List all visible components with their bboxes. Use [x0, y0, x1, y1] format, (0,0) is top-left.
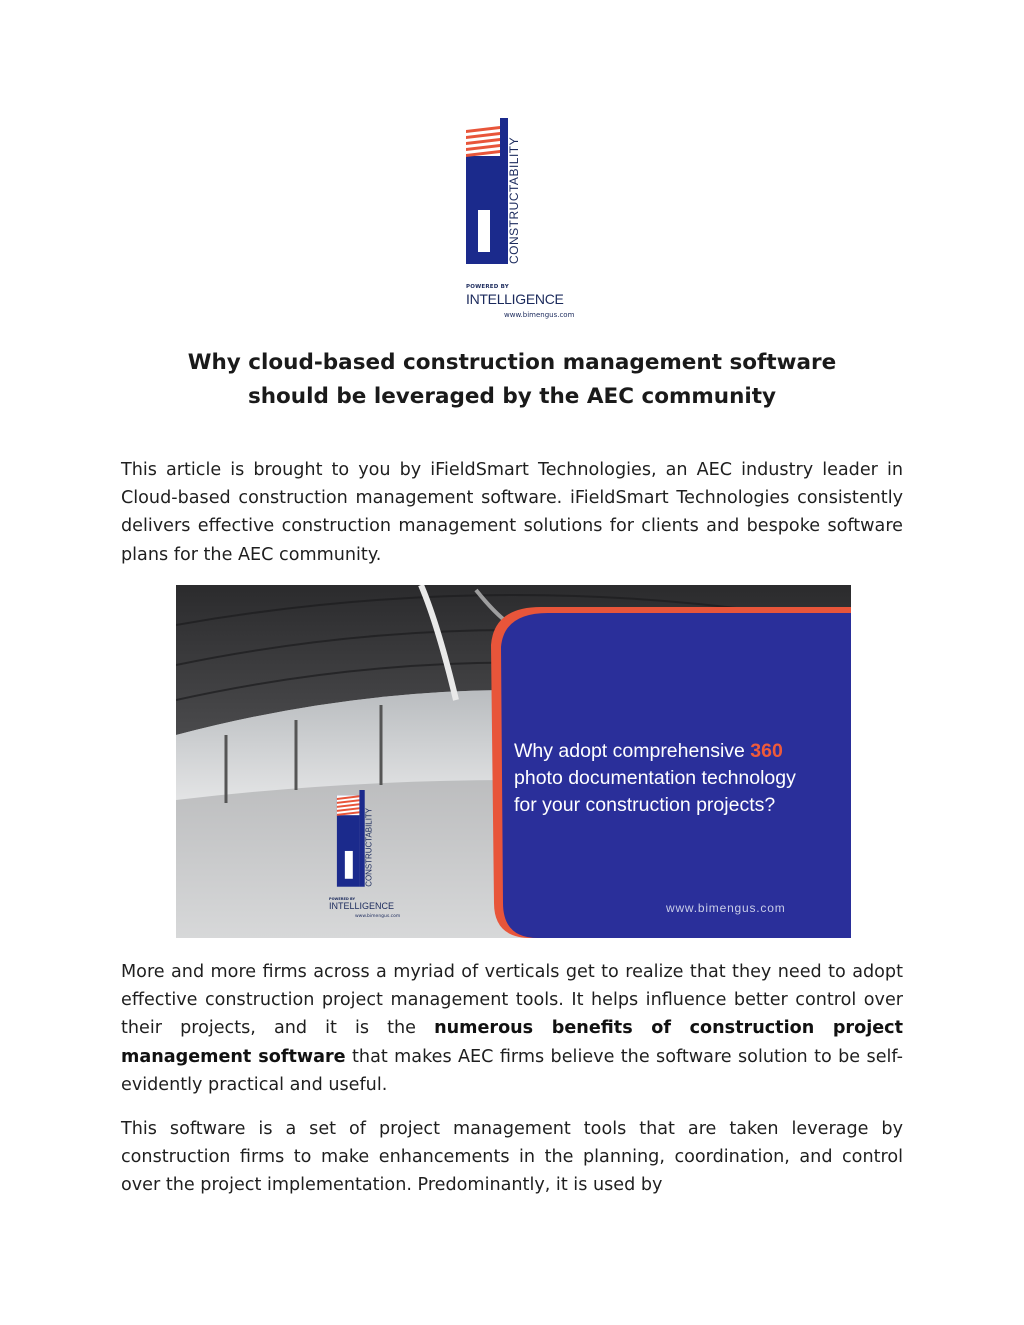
- article-title-line-1: Why cloud-based construction management software: [187, 350, 837, 375]
- banner-website: www.bimengus.com: [666, 901, 786, 915]
- banner-logo-powered-by: POWERED BY: [329, 897, 356, 901]
- benefits-text-after: that makes AEC firms believe the software solution to be self-evidently practical and useful.: [121, 1046, 903, 1095]
- article-title: [120, 346, 904, 414]
- article-title-line-2: should be leveraged by the AEC community: [247, 384, 777, 409]
- logo-powered-by: POWERED BY: [466, 284, 509, 290]
- intro-paragraph: This article is brought to you by iFieldSmart Technologies, an AEC industry leader in Cloud-based construction management software. iFieldSmart Technologies consistently delivers effective construction management solutions for clients and bespoke software plans for the AEC community.: [121, 460, 903, 565]
- constructability-logo: [462, 118, 582, 323]
- logo-website: www.bimengus.com: [504, 311, 575, 319]
- banner-heading: [514, 738, 824, 819]
- banner-heading-highlight: 360: [750, 740, 783, 762]
- banner-logo-mark: [329, 790, 419, 896]
- body-paragraph-definition: This software is a set of project management tools that are taken leverage by construction firms to make enhancements in the planning, coordination, and control over the project implementation. Predominantly, it is used by: [121, 1119, 903, 1196]
- banner-logo: [329, 790, 419, 919]
- banner-logo-intelligence: INTELLIGENCE: [329, 901, 395, 911]
- svg-text:CONSTRUCTABILITY: CONSTRUCTABILITY: [364, 807, 374, 887]
- benefits-text-before: More and more firms across a myriad of verticals get to realize that they need to adopt effective construction project management tools. It helps influence better control over their projects, and it is the: [121, 962, 903, 1039]
- logo-intelligence: INTELLIGENCE: [466, 291, 564, 307]
- banner-logo-website: www.bimengus.com: [355, 914, 401, 919]
- benefits-bold-text: numerous benefits of construction project management software: [121, 1018, 903, 1067]
- banner-heading-end: photo documentation technology for your construction projects?: [514, 767, 796, 816]
- banner-heading-start: Why adopt comprehensive: [514, 740, 751, 762]
- body-paragraph-benefits: [121, 958, 903, 1099]
- article-banner-image: [176, 585, 851, 938]
- svg-text:CONSTRUCTABILITY: CONSTRUCTABILITY: [507, 136, 521, 264]
- constructability-logo-mark: [462, 118, 582, 278]
